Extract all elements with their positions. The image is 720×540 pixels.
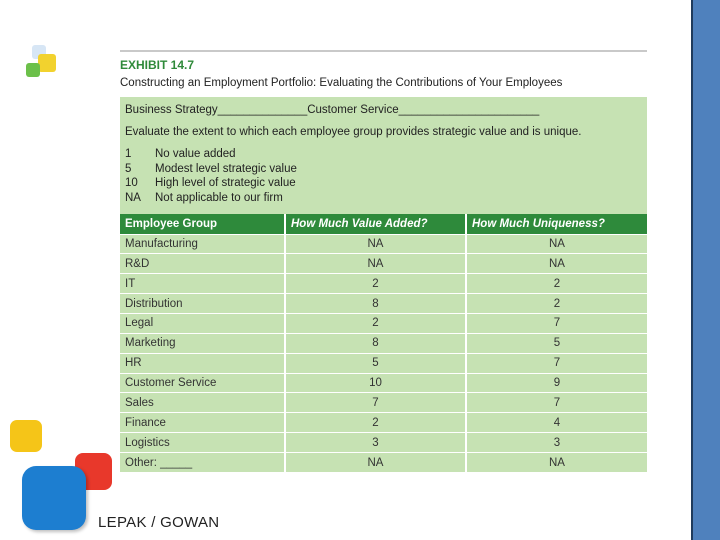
cell-uniqueness: 2 xyxy=(466,274,647,294)
cell-value-added: 3 xyxy=(285,433,466,453)
table-row xyxy=(120,294,647,314)
cell-value-added: NA xyxy=(285,452,466,472)
cell-employee-group: Marketing xyxy=(120,333,285,353)
scale-row xyxy=(125,191,642,206)
cell-uniqueness: 9 xyxy=(466,373,647,393)
cell-uniqueness: NA xyxy=(466,234,647,254)
cell-employee-group: Finance xyxy=(120,413,285,433)
header-uniqueness: How Much Uniqueness? xyxy=(466,214,647,234)
strategy-panel xyxy=(120,97,647,214)
cell-value-added: 10 xyxy=(285,373,466,393)
scale-key: 5 xyxy=(125,162,132,175)
cell-uniqueness: NA xyxy=(466,254,647,274)
scale-key: 1 xyxy=(125,148,132,160)
table-header-row xyxy=(120,214,647,234)
scale-desc: Modest level strategic value xyxy=(155,162,297,175)
cell-employee-group: R&D xyxy=(120,254,285,274)
table-row xyxy=(120,373,647,393)
table-row xyxy=(120,433,647,453)
exhibit-label: EXHIBIT 14.7 xyxy=(120,58,195,72)
table-row xyxy=(120,333,647,353)
cell-value-added: 8 xyxy=(285,294,466,314)
cell-employee-group: Logistics xyxy=(120,433,285,453)
cell-uniqueness: 7 xyxy=(466,313,647,333)
cell-value-added: NA xyxy=(285,254,466,274)
cell-value-added: 5 xyxy=(285,353,466,373)
exhibit xyxy=(120,50,647,472)
cell-employee-group: Manufacturing xyxy=(120,234,285,254)
decor-square-blue xyxy=(22,466,86,530)
cell-uniqueness: NA xyxy=(466,452,647,472)
cell-value-added: 8 xyxy=(285,333,466,353)
table-row xyxy=(120,413,647,433)
right-side-bar xyxy=(691,0,720,540)
cell-employee-group: Other: _____ xyxy=(120,452,285,472)
cell-uniqueness: 4 xyxy=(466,413,647,433)
table-row xyxy=(120,254,647,274)
cell-value-added: 2 xyxy=(285,413,466,433)
cell-employee-group: Customer Service xyxy=(120,373,285,393)
table-row xyxy=(120,234,647,254)
footer-authors: LEPAK / GOWAN xyxy=(98,514,220,531)
cell-employee-group: Distribution xyxy=(120,294,285,314)
table-row xyxy=(120,452,647,472)
cell-employee-group: Legal xyxy=(120,313,285,333)
scale-desc: No value added xyxy=(155,148,236,160)
scale-key: 10 xyxy=(125,177,138,189)
header-employee-group: Employee Group xyxy=(120,214,285,234)
exhibit-title: Constructing an Employment Portfolio: Evaluating the Contributions of Your Employees xyxy=(120,77,563,89)
scale-desc: Not applicable to our firm xyxy=(155,191,283,204)
cell-employee-group: HR xyxy=(120,353,285,373)
cell-uniqueness: 7 xyxy=(466,393,647,413)
scale-row xyxy=(125,147,642,162)
cell-uniqueness: 7 xyxy=(466,353,647,373)
header-value-added: How Much Value Added? xyxy=(285,214,466,234)
cell-value-added: 2 xyxy=(285,313,466,333)
cell-value-added: 7 xyxy=(285,393,466,413)
scale-desc: High level of strategic value xyxy=(155,177,296,189)
cell-uniqueness: 3 xyxy=(466,433,647,453)
table-row xyxy=(120,274,647,294)
decor-square-yellow-large xyxy=(10,420,42,452)
table-row xyxy=(120,313,647,333)
cell-uniqueness: 5 xyxy=(466,333,647,353)
cell-employee-group: IT xyxy=(120,274,285,294)
employee-table xyxy=(120,214,647,472)
table-row xyxy=(120,353,647,373)
scale-row xyxy=(125,162,642,177)
instruction-text: Evaluate the extent to which each employee group provides strategic value and is unique. xyxy=(125,126,582,138)
scale-row xyxy=(125,176,642,191)
cell-employee-group: Sales xyxy=(120,393,285,413)
cell-value-added: 2 xyxy=(285,274,466,294)
decor-square-green xyxy=(26,63,40,77)
cell-uniqueness: 2 xyxy=(466,294,647,314)
table-row xyxy=(120,393,647,413)
top-rule xyxy=(120,50,647,52)
decor-square-yellow xyxy=(38,54,56,72)
scale-key: NA xyxy=(125,191,141,204)
cell-value-added: NA xyxy=(285,234,466,254)
strategy-line: Business Strategy______________Customer Service______________________ xyxy=(125,104,540,116)
